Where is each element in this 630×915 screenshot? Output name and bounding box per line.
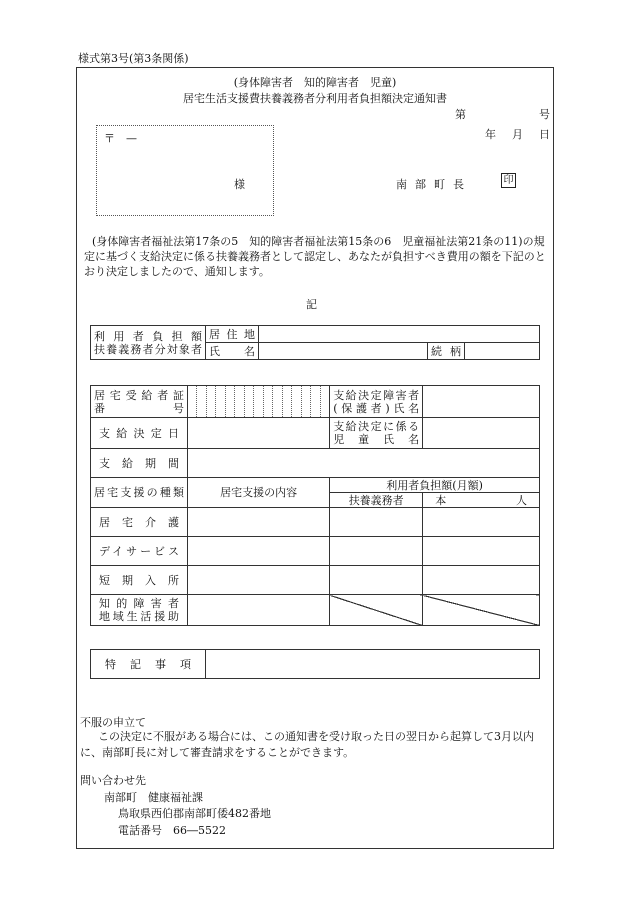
appeal-text: この決定に不服がある場合には、この通知書を受け取った日の翌日から起算して3月以内に、南部町長に対して審査請求をすることができます。 [80,730,534,759]
group-living-self-na [423,595,540,626]
postal-code: 〒 — [104,132,137,145]
self-header: 本 人 [423,493,540,508]
short-stay-content[interactable] [188,566,330,595]
supporter-header: 扶養義務者 [330,493,423,508]
home-care-self[interactable] [423,508,540,537]
contact-address: 鳥取県西伯郡南部町倭482番地 [118,807,271,820]
burden-header: 利用者負担額(月額) [330,478,540,493]
document-number [455,106,550,122]
row-short-stay: 短期入所 [91,566,188,595]
seal-stamp: 印 [501,173,516,188]
relation-label: 続柄 [428,343,465,360]
group-living-supporter-na [330,595,423,626]
period-field[interactable] [188,449,540,478]
subject-header: 利用者負担額 扶養義務者分対象者 [91,326,206,360]
home-care-content[interactable] [188,508,330,537]
appeal-heading: 不服の申立て [80,716,146,729]
cert-number-field[interactable] [188,386,330,418]
day-service-content[interactable] [188,537,330,566]
title-categories: (身体障害者 知的障害者 児童) [233,76,397,89]
contact-heading: 問い合わせ先 [80,774,146,787]
service-type-header: 居宅支援の種類 [91,478,188,508]
child-label: 支給決定に係る 児童氏名 [330,418,423,449]
guardian-field[interactable] [423,386,540,418]
subject-table [90,325,540,360]
body-text: (身体障害者福祉法第17条の5 知的障害者福祉法第15条の6 児童福祉法第21条の11)の規定に基づく支給決定に係る扶養義務者として認定し、あなたが負担すべき費用の額を下記のとおり決定しましたので、通知します。 [84,235,546,278]
guardian-label: 支給決定障害者 (保護者)氏名 [330,386,423,418]
relation-field[interactable] [465,343,540,360]
issue-date [485,126,550,142]
row-group-living: 知的障害者 地域生活援助 [91,595,188,626]
date-day: 日 [539,128,550,141]
decision-date-field[interactable] [188,418,330,449]
short-stay-supporter[interactable] [330,566,423,595]
row-home-care: 居宅介護 [91,508,188,537]
date-month: 月 [512,128,523,141]
residence-field[interactable] [259,326,540,343]
home-care-supporter[interactable] [330,508,423,537]
group-living-content[interactable] [188,595,330,626]
sender-name: 南部町長 [396,178,472,191]
contact-phone: 電話番号 66―5522 [118,824,226,837]
period-label: 支給期間 [91,449,188,478]
decision-date-label: 支給決定日 [91,418,188,449]
number-prefix: 第 [455,108,466,121]
residence-label: 居住地 [206,326,259,343]
name-label: 氏 名 [206,343,259,360]
cert-label: 居宅受給者証 番 号 [91,386,188,418]
form-id: 様式第3号(第3条関係) [78,52,189,65]
service-content-header: 居宅支援の内容 [188,478,330,508]
day-service-supporter[interactable] [330,537,423,566]
day-service-self[interactable] [423,537,540,566]
short-stay-self[interactable] [423,566,540,595]
name-field[interactable] [259,343,428,360]
contact-dept: 南部町 健康福祉課 [104,791,203,804]
document-title: 居宅生活支援費扶養義務者分利用者負担額決定通知書 [183,92,447,105]
number-suffix: 号 [539,108,550,121]
date-year: 年 [485,128,496,141]
remarks-label: 特記事項 [91,650,206,679]
remarks-table [90,649,540,679]
honorific: 様 [234,178,245,191]
remarks-field[interactable] [206,650,540,679]
row-day-service: デイサービス [91,537,188,566]
child-field[interactable] [423,418,540,449]
service-table [90,385,540,626]
ki-heading: 記 [306,298,317,311]
